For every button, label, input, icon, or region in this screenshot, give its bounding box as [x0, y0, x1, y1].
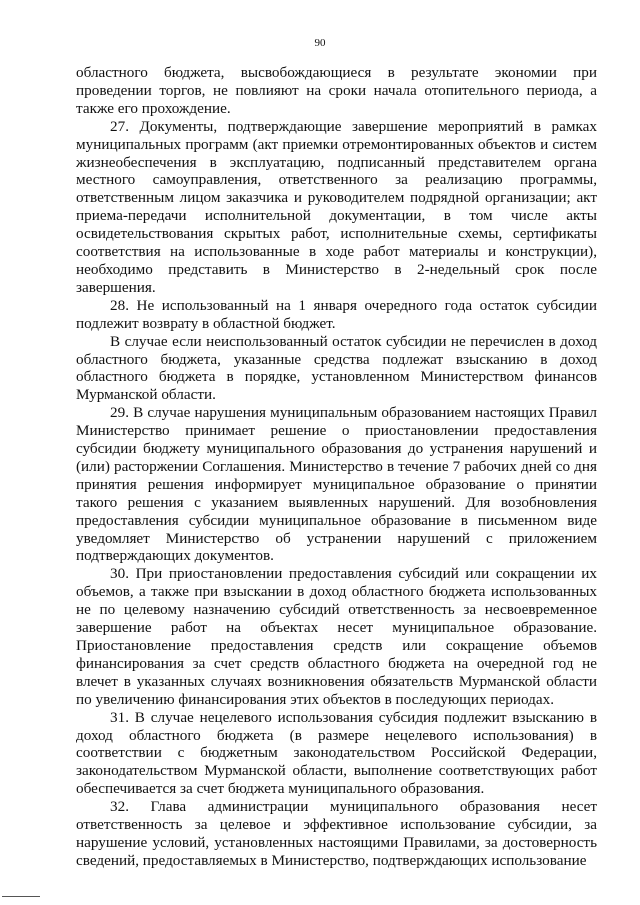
paragraph-29: 29. В случае нарушения муниципальным образованием настоящих Правил Министерство принимает решение о приостановлении предоставления субсидии бюджету муниципального образования до устранения нарушений и (или) расторжении Соглашения. Министерство в течение 7 рабочих дней со дня принятия решения информирует муниципальное образование о принятии такого решения с указанием выявленных нарушений. Для возобновления предоставления субсидии муниципальное образование в письменном виде уведомляет Министерство об устранении нарушений с приложением подтверждающих документов.	[76, 404, 597, 565]
paragraph-continuation: областного бюджета, высвобождающиеся в результате экономии при проведении торгов, не повлияют на сроки начала отопительного периода, а также его прохождение.	[76, 64, 597, 117]
paragraph-32: 32. Глава администрации муниципального образования несет ответственность за целевое и эффективное использование субсидии, за нарушение условий, установленных настоящими Правилами, за достоверность сведений, предоставляемых в Министерство, подтверждающих использование	[76, 798, 597, 869]
paragraph-31: 31. В случае нецелевого использования субсидия подлежит взысканию в доход областного бюджета (в размере нецелевого использования) в соответствии с бюджетным законодательством Российской Федерации, законодательством Мурманской области, выполнение соответствующих работ обеспечивается за счет бюджета муниципального образования.	[76, 708, 597, 798]
paragraph-27: 27. Документы, подтверждающие завершение мероприятий в рамках муниципальных программ (акт приемки отремонтированных объектов и систем жизнеобеспечения в эксплуатацию, подписанный представителем органа местного самоуправления, ответственного за реализацию программы, ответственным лицом заказчика и руководителем подрядной организации; акт приема-передачи исполнительной документации, в том числе акты освидетельствования скрытых работ, исполнительные схемы, сертификаты соответствия на использованные в ходе работ материалы и конструкции), необходимо представить в Министерство в 2-недельный срок после завершения.	[76, 117, 597, 296]
margin-line	[2, 896, 40, 897]
paragraph-28-unused-balance: В случае если неиспользованный остаток субсидии не перечислен в доход областного бюджета, указанные средства подлежат взысканию в доход областного бюджета в порядке, установленном Министерством финансов Мурманской области.	[76, 332, 597, 404]
paragraph-28: 28. Не использованный на 1 января очередного года остаток субсидии подлежит возврату в областной бюджет.	[76, 296, 597, 332]
paragraph-30: 30. При приостановлении предоставления субсидий или сокращении их объемов, а также при взыскании в доход областного бюджета использованных не по целевому назначению субсидий ответственность за несвоевременное завершение работ на объектах несет муниципальное образование. Приостановление предоставления средств или сокращение объемов финансирования за счет средств областного бюджета на очередной год не влечет в указанных случаях возникновения обязательств Мурманской области по увеличению финансирования этих объектов в последующих периодах.	[76, 565, 597, 708]
page-number: 90	[314, 37, 326, 49]
document-body	[76, 64, 597, 870]
